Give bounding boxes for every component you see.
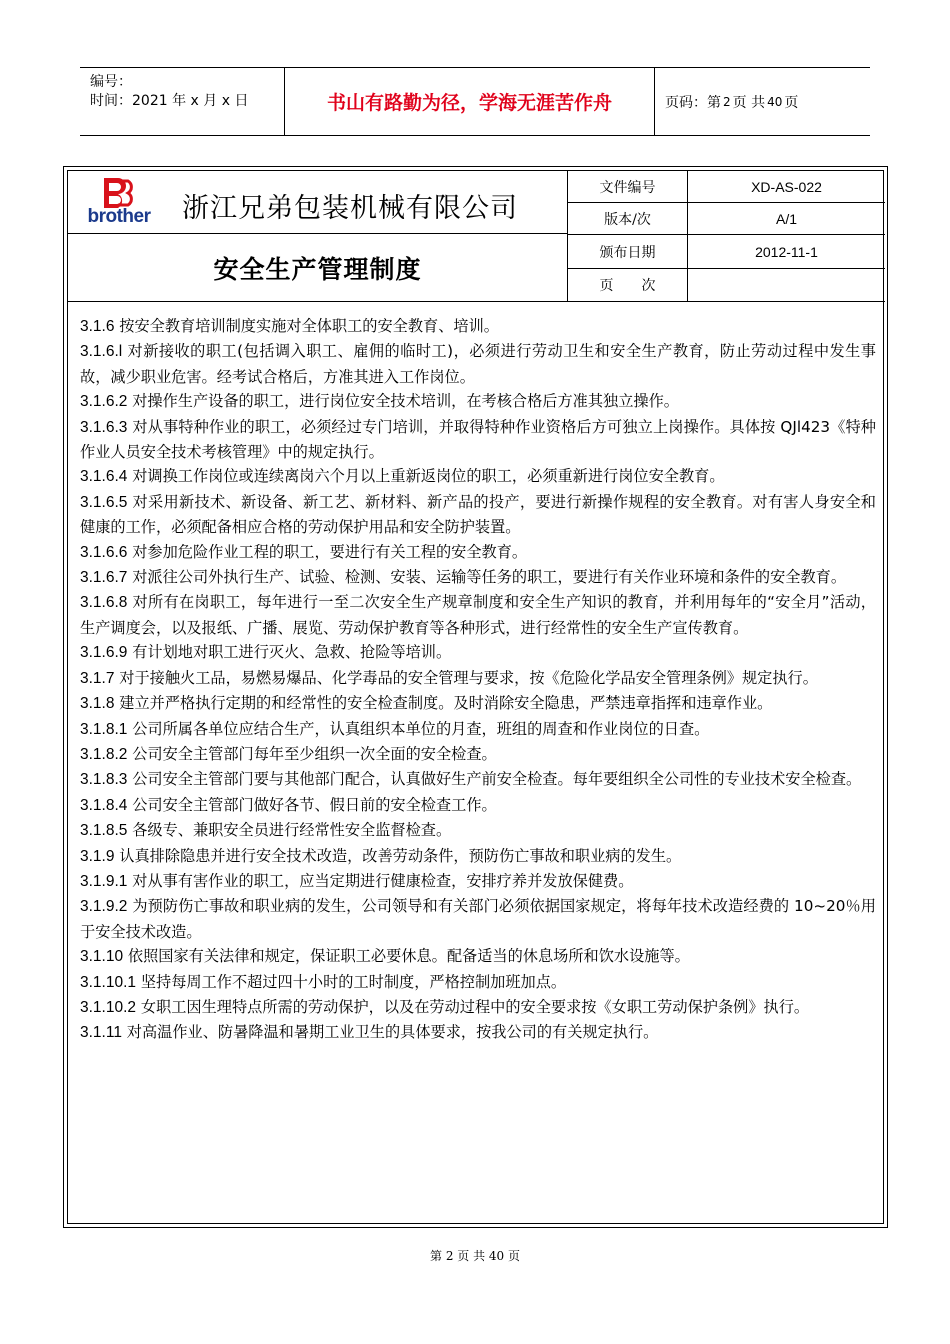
clause-paragraph	[80, 590, 876, 640]
clause-text: 对操作生产设备的职工，进行岗位安全技术培训，在考核合格后方准其独立操作。	[127, 392, 679, 411]
clause-number: 3.1.8.4	[80, 796, 128, 814]
clause-text: 按安全教育培训制度实施对全体职工的安全教育、培训。	[114, 317, 499, 335]
clause-number: 3.1.8	[80, 695, 115, 713]
meta-row-page	[568, 269, 885, 301]
clause-paragraph	[80, 691, 876, 716]
meta-label: 颁布日期	[568, 235, 688, 268]
clause-number: 3.1.11	[80, 1024, 122, 1042]
clause-paragraph	[80, 565, 876, 590]
clause-text: 公司安全主管部门做好各节、假日前的安全检查工作。	[127, 795, 497, 814]
clause-number: 3.1.9.2	[80, 898, 128, 916]
page-number: 2	[723, 94, 731, 109]
motto: 书山有路勤为径，学海无涯苦作舟	[285, 68, 655, 135]
document-inner	[67, 170, 884, 1224]
clause-text: 对所有在岗职工，每年进行一至二次安全生产规章制度和安全生产知识的教育，并利用每年的“安全月”活动，生产调度会，以及报纸、广播、展览、劳动保护教育等各种形式，进行经常性的安全生产宣传教育。	[80, 593, 876, 637]
clause-number: 3.1.9.1	[80, 872, 128, 890]
clause-paragraph	[80, 464, 876, 489]
clause-paragraph	[80, 970, 876, 995]
clause-text: 坚持每周工作不超过四十小时的工时制度，严格控制加班加点。	[136, 972, 567, 991]
page-suffix: 页	[784, 94, 799, 111]
clause-number: 3.1.6.9	[80, 644, 128, 662]
clause-number: 3.1.8.5	[80, 822, 128, 840]
company-cell	[68, 171, 568, 234]
clause-number: 3.1.7	[80, 669, 115, 687]
clause-paragraph	[80, 415, 876, 465]
clause-number: 3.1.10.1	[80, 973, 137, 991]
clause-number: 3.1.6.7	[80, 569, 128, 587]
page-code	[655, 68, 870, 135]
body-text	[80, 314, 876, 1046]
document-frame	[63, 166, 888, 1228]
meta-value: XD-AS-022	[751, 178, 822, 195]
clause-number: 3.1.8.1	[80, 720, 128, 738]
clause-number: 3.1.10.2	[80, 998, 137, 1016]
document-header	[68, 171, 885, 302]
clause-text: 依照国家有关法律和规定，保证职工必要休息。配备适当的休息场所和饮水设施等。	[123, 947, 690, 966]
clause-number: 3.1.6.l	[80, 343, 123, 361]
meta-row-doc-number	[568, 171, 885, 203]
logo-mark-icon	[82, 175, 156, 209]
clause-text: 公司安全主管部门要与其他部门配合，认真做好生产前安全检查。每年要组织全公司性的专业技术安全检查。	[127, 770, 862, 789]
clause-text: 对参加危险作业工程的职工，要进行有关工程的安全教育。	[127, 542, 528, 561]
clause-paragraph	[80, 640, 876, 665]
clause-paragraph	[80, 389, 876, 414]
top-header	[80, 67, 870, 136]
clause-text: 公司所属各单位应结合生产，认真组织本单位的月查，班组的周查和作业岗位的日查。	[127, 719, 710, 738]
clause-text: 对从事特种作业的职工，必须经过专门培训，并取得特种作业资格后方可独立上岗操作。具体按 QJl423《特种作业人员安全技术考核管理》中的规定执行。	[80, 417, 876, 462]
clause-paragraph	[80, 339, 876, 389]
clause-number: 3.1.9	[80, 847, 115, 865]
meta-label: 页 次	[568, 269, 688, 301]
clause-text: 有计划地对职工进行灭火、急救、抢险等培训。	[127, 643, 452, 662]
page-total: 40	[767, 94, 783, 109]
clause-number: 3.1.6.6	[80, 543, 128, 561]
meta-label: 版本/次	[568, 203, 688, 234]
clause-number: 3.1.10	[80, 948, 124, 966]
clause-text: 各级专、兼职安全员进行经常性安全监督检查。	[127, 821, 452, 840]
meta-label: 文件编号	[568, 171, 688, 202]
clause-paragraph	[80, 540, 876, 565]
clause-number: 3.1.6.8	[80, 594, 128, 612]
clause-paragraph	[80, 717, 876, 742]
page-prefix: 页码：第	[665, 94, 721, 111]
clause-text: 女职工因生理特点所需的劳动保护，以及在劳动过程中的安全要求按《女职工劳动保护条例》执行。	[136, 997, 810, 1016]
meta-row-issue-date	[568, 235, 885, 269]
clause-number: 3.1.6.4	[80, 468, 128, 486]
clause-paragraph	[80, 869, 876, 894]
clause-number: 3.1.8.2	[80, 745, 128, 763]
clause-text: 对调换工作岗位或连续离岗六个月以上重新返岗位的职工，必须重新进行岗位安全教育。	[127, 467, 725, 486]
clause-paragraph	[80, 793, 876, 818]
clause-paragraph	[80, 314, 876, 339]
meta-value	[688, 269, 885, 301]
clause-text: 对从事有害作业的职工，应当定期进行健康检查，安排疗养并发放保健费。	[127, 871, 634, 890]
page-footer: 第 2 页 共 40 页	[430, 1249, 520, 1263]
brother-logo	[82, 175, 156, 229]
meta-value: A/1	[775, 210, 797, 227]
clause-number: 3.1.6.2	[80, 393, 128, 411]
document-title: 安全生产管理制度	[68, 234, 568, 301]
clause-text: 公司安全主管部门每年至少组织一次全面的安全检查。	[127, 744, 497, 763]
clause-paragraph	[80, 1020, 876, 1045]
clause-paragraph	[80, 666, 876, 691]
clause-text: 对派往公司外执行生产、试验、检测、安装、运输等任务的职工，要进行有关作业环境和条件的安全教育。	[127, 568, 847, 587]
time-text: 时间：2021 年 x 月 x 日	[90, 93, 249, 109]
clause-paragraph	[80, 742, 876, 767]
clause-paragraph	[80, 818, 876, 843]
clause-paragraph	[80, 767, 876, 792]
clause-paragraph	[80, 944, 876, 969]
clause-text: 对高温作业、防暑降温和暑期工业卫生的具体要求，按我公司的有关规定执行。	[121, 1023, 659, 1042]
serial-time-cell	[80, 68, 285, 135]
clause-paragraph	[80, 995, 876, 1020]
clause-text: 对采用新技术、新设备、新工艺、新材料、新产品的投产，要进行新操作规程的安全教育。对有害人身安全和健康的工作，必须配备相应合格的劳动保护用品和安全防护装置。	[80, 492, 876, 537]
clause-number: 3.1.8.3	[80, 771, 128, 789]
clause-paragraph	[80, 894, 876, 944]
clause-text: 认真排除隐患并进行安全技术改造，改善劳动条件，预防伤亡事故和职业病的发生。	[114, 846, 682, 865]
clause-paragraph	[80, 844, 876, 869]
clause-number: 3.1.6	[80, 318, 115, 335]
serial-label: 编号：	[90, 74, 132, 90]
clause-text: 建立并严格执行定期的和经常性的安全检查制度。及时消除安全隐患，严禁违章指挥和违章作业。	[114, 694, 773, 713]
clause-number: 3.1.6.5	[80, 493, 128, 511]
clause-number: 3.1.6.3	[80, 418, 128, 436]
clause-text: 对新接收的职工(包括调入职工、雇佣的临时工)，必须进行劳动卫生和安全生产教育，防止劳动过程中发生事故，减少职业危害。经考试合格后，方准其进入工作岗位。	[80, 342, 876, 386]
clause-text: 为预防伤亡事故和职业病的发生，公司领导和有关部门必须依据国家规定，将每年技术改造经费的 10~20％用于安全技术改造。	[80, 897, 876, 941]
meta-row-version	[568, 203, 885, 235]
company-name: 浙江兄弟包装机械有限公司	[182, 193, 518, 224]
page-mid: 页 共	[732, 94, 766, 111]
clause-paragraph	[80, 490, 876, 540]
meta-value: 2012-11-1	[755, 243, 818, 260]
logo-text: brother	[87, 206, 151, 227]
clause-text: 对于接触火工品，易燃易爆品、化学毒品的安全管理与要求，按《危险化学品安全管理条例》规定执行。	[114, 668, 818, 687]
